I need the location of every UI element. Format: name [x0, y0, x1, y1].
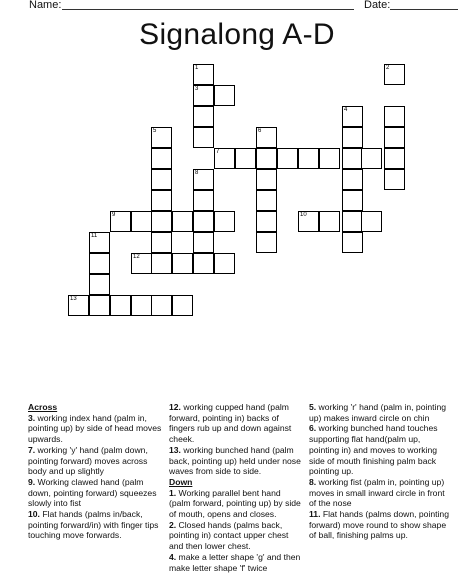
- crossword-cell[interactable]: [89, 253, 110, 274]
- name-label: Name:: [29, 0, 62, 11]
- crossword-cell[interactable]: [342, 190, 363, 211]
- clue-down-6: 6. working bunched hand touches supporting flat hand(palm up, pointing in) and moves to working side of mouth finishing palm back pointing up.: [309, 423, 438, 477]
- crossword-cell[interactable]: [172, 253, 193, 274]
- clues-column-2: [169, 402, 303, 573]
- clue-number-label: 9: [112, 212, 116, 218]
- crossword-cell[interactable]: [235, 148, 256, 169]
- crossword-cell[interactable]: [193, 106, 214, 127]
- clue-down-2: 2. Closed hands (palms back, pointing in) contact upper chest and then lower chest.: [169, 519, 289, 552]
- crossword-cell[interactable]: [172, 211, 193, 232]
- crossword-cell[interactable]: [342, 169, 363, 190]
- crossword-cell[interactable]: [384, 106, 405, 127]
- clue-across-7: 7. working 'y' hand (palm down, pointing forward) moves across body and up slightly: [28, 444, 148, 477]
- crossword-cell[interactable]: [151, 148, 172, 169]
- clue-down-8: 8. working fist (palm in, pointing up) moves in small inward circle in front of the nose: [309, 476, 445, 509]
- clue-across-3: 3. working index hand (palm in, pointing up) by side of head moves upwards.: [28, 412, 162, 445]
- clue-down-11: 11. Flat hands (palms down, pointing forward) move round to show shape of ball, finishing palms up.: [309, 509, 449, 541]
- clue-across-9: 9. Working clawed hand (palm down, pointing forward) squeezes slowly into fist: [28, 476, 157, 509]
- crossword-cell[interactable]: [298, 148, 319, 169]
- crossword-cell[interactable]: [256, 190, 277, 211]
- crossword-cell[interactable]: [256, 148, 277, 169]
- clue-number-label: 11: [91, 233, 98, 239]
- crossword-cell[interactable]: [214, 253, 235, 274]
- clue-down-1: 1. Working parallel bent hand (palm forward, pointing up) by side of mouth, opens and closes.: [169, 487, 301, 520]
- clue-number-label: 6: [258, 128, 262, 134]
- crossword-cell[interactable]: [151, 232, 172, 253]
- crossword-cell[interactable]: [342, 211, 363, 232]
- crossword-cell[interactable]: [151, 211, 172, 232]
- crossword-cell[interactable]: [319, 211, 340, 232]
- clue-across-13: 13. working bunched hand (palm back, pointing up) held under nose waves from side to side.: [169, 444, 301, 477]
- crossword-cell[interactable]: [256, 232, 277, 253]
- clue-number-label: 3: [195, 86, 199, 92]
- clue-across-12: 12. working cupped hand (palm forward, pointing in) backs of fingers rub up and down against cheek.: [169, 402, 292, 445]
- crossword-cell[interactable]: [172, 295, 193, 316]
- crossword-cell[interactable]: [342, 148, 363, 169]
- crossword-cell[interactable]: [151, 190, 172, 211]
- crossword-cell[interactable]: [256, 211, 277, 232]
- crossword-cell[interactable]: [214, 85, 235, 106]
- page-title: Signalong A-D: [139, 18, 335, 51]
- clue-down-4: 4. make a letter shape 'g' and then make letter shape 'f' twice: [169, 551, 301, 573]
- clues-column-3: [309, 402, 449, 541]
- clue-number-label: 4: [344, 107, 348, 113]
- crossword-cell[interactable]: [214, 211, 235, 232]
- date-label: Date:: [364, 0, 391, 11]
- clue-number-label: 13: [70, 296, 77, 302]
- crossword-cell[interactable]: [342, 232, 363, 253]
- down-heading: Down: [169, 476, 193, 487]
- crossword-cell[interactable]: [151, 295, 172, 316]
- crossword-cell[interactable]: [110, 295, 131, 316]
- crossword-cell[interactable]: [193, 190, 214, 211]
- crossword-cell[interactable]: [384, 127, 405, 148]
- clue-number-label: 7: [216, 149, 220, 155]
- crossword-cell[interactable]: [384, 148, 405, 169]
- crossword-cell[interactable]: [193, 232, 214, 253]
- crossword-cell[interactable]: [319, 148, 340, 169]
- clue-number-label: 10: [300, 212, 307, 218]
- across-heading: Across: [28, 402, 58, 412]
- crossword-cell[interactable]: [89, 274, 110, 295]
- crossword-cell[interactable]: [193, 127, 214, 148]
- clue-number-label: 2: [386, 65, 390, 71]
- clue-number-label: 5: [153, 128, 157, 134]
- crossword-cell[interactable]: [277, 148, 298, 169]
- crossword-cell[interactable]: [361, 211, 382, 232]
- clue-number-label: 12: [133, 254, 140, 260]
- crossword-cell[interactable]: [384, 169, 405, 190]
- crossword-cell[interactable]: [256, 169, 277, 190]
- crossword-cell[interactable]: [193, 211, 214, 232]
- clue-down-5: 5. working 'r' hand (palm in, pointing up) makes inward circle on chin: [309, 402, 447, 423]
- crossword-cell[interactable]: [131, 295, 152, 316]
- clue-number-label: 8: [195, 170, 199, 176]
- clue-across-10: 10. Flat hands (palms in/back, pointing forward/in) with finger tips touching move forwards.: [28, 509, 159, 541]
- crossword-cell[interactable]: [342, 127, 363, 148]
- crossword-cell[interactable]: [89, 295, 110, 316]
- clues-column-1: [28, 402, 162, 541]
- crossword-cell[interactable]: [151, 253, 172, 274]
- crossword-cell[interactable]: [361, 148, 382, 169]
- crossword-cell[interactable]: [131, 211, 152, 232]
- clue-number-label: 1: [195, 65, 199, 71]
- crossword-cell[interactable]: [193, 253, 214, 274]
- crossword-cell[interactable]: [151, 169, 172, 190]
